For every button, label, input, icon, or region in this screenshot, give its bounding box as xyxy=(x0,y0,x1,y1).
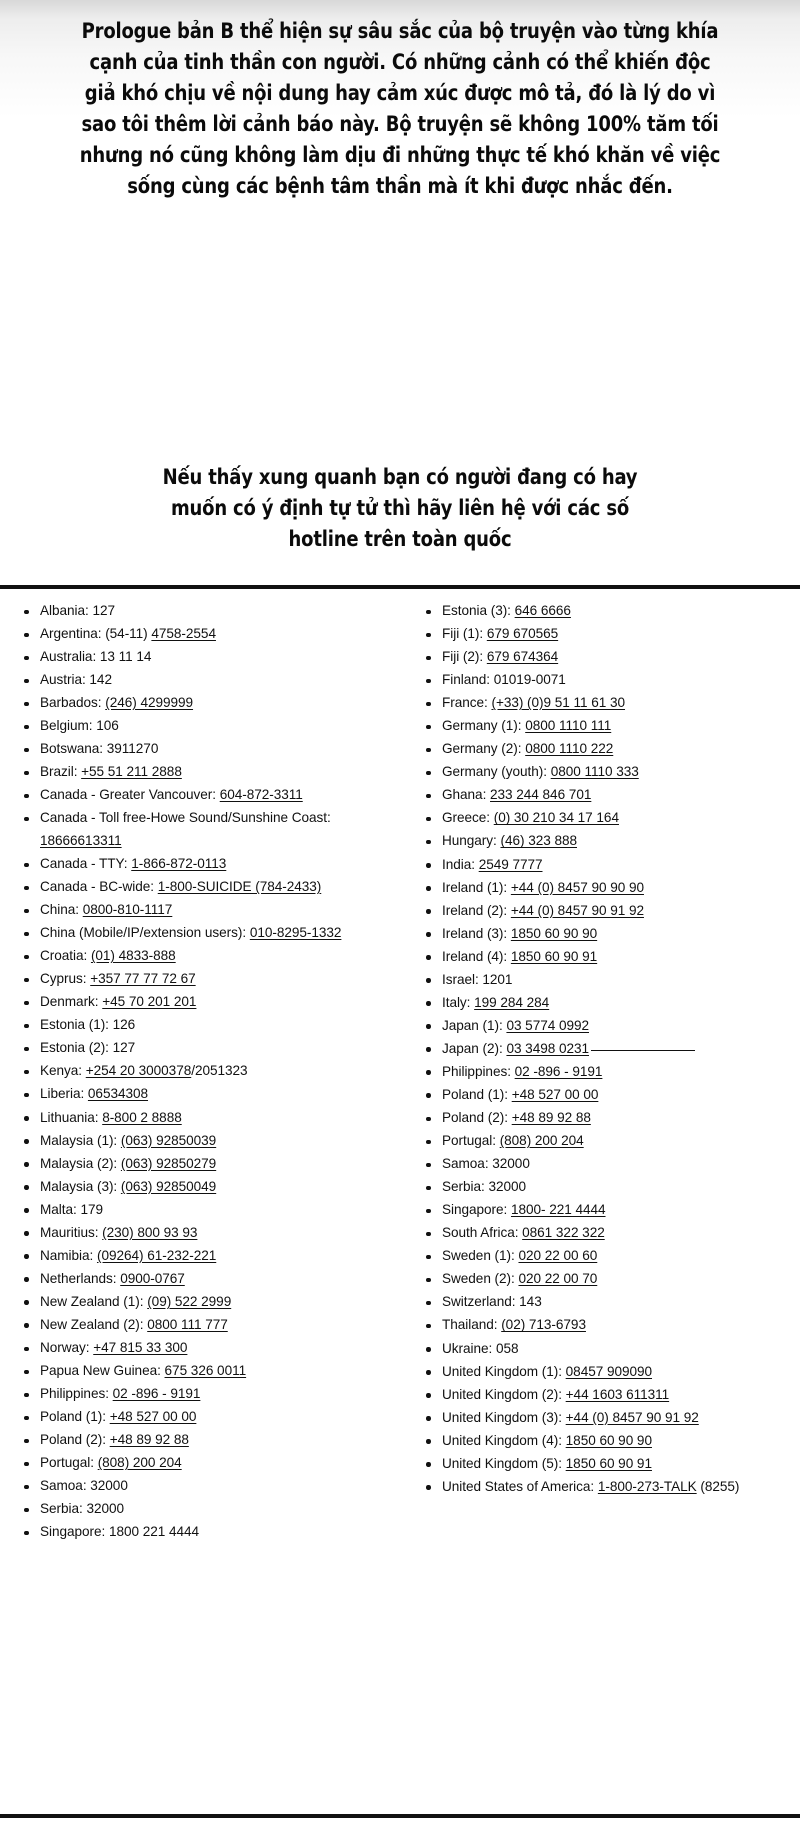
hotline-number[interactable]: +44 (0) 8457 90 90 90 xyxy=(510,879,644,895)
hotline-list-item xyxy=(420,1314,790,1337)
hotline-number[interactable]: 020 22 00 70 xyxy=(518,1271,598,1287)
hotline-number: 32000 xyxy=(492,1156,530,1172)
hotline-number[interactable]: +48 89 92 88 xyxy=(511,1110,591,1126)
hotline-list-item xyxy=(18,669,388,692)
hotline-number[interactable]: 199 284 284 xyxy=(474,994,550,1010)
hotline-number: 3911270 xyxy=(106,741,159,757)
hotline-list-item xyxy=(420,877,790,900)
hotline-list-item xyxy=(18,807,388,852)
hotline-country-label: Poland (1): xyxy=(40,1409,110,1425)
hotline-country-label: Portugal: xyxy=(40,1455,98,1471)
hotline-country-label: Germany (youth): xyxy=(442,764,551,780)
hotline-number[interactable]: (063) 92850049 xyxy=(120,1178,217,1194)
hotline-number[interactable]: 1-866-872-0113 xyxy=(131,856,227,872)
hotline-list-item xyxy=(18,600,388,623)
hotline-number[interactable]: 06534308 xyxy=(87,1086,149,1102)
hotline-number[interactable]: +44 (0) 8457 90 91 92 xyxy=(565,1409,699,1425)
hotline-list-item xyxy=(420,1476,790,1499)
hotline-number: 1201 xyxy=(482,971,513,987)
hotline-country-label: Ukraine: xyxy=(442,1340,496,1356)
hotline-number[interactable]: +254 20 3000378 xyxy=(85,1063,192,1079)
intro-warning-text: Prologue bản B thể hiện sự sâu sắc của bộ truyện vào từng khía cạnh của tinh thần con người. Có những cảnh có thể khiến độc giả khó chịu về nội dung hay cảm xúc được mô tả, đó là lý do vì sao tôi thêm lời cảnh báo này. Bộ truyện sẽ không 100% tăm tối nhưng nó cũng không làm dịu đi những thực tế khó khăn về việc sống cùng các bệnh tâm thần mà ít khi được nhắc đến. xyxy=(79,19,721,199)
hotline-number[interactable]: 2549 7777 xyxy=(478,856,543,872)
hotline-country-label: Japan (2): xyxy=(442,1040,507,1056)
hotline-number[interactable]: 18666613311 xyxy=(40,832,122,848)
hotline-list-item xyxy=(420,600,790,623)
hotline-list-item xyxy=(18,1360,388,1383)
hotline-country-label: Austria: xyxy=(40,672,90,688)
hotline-country-label: Cyprus: xyxy=(40,971,91,987)
hotline-number[interactable]: +48 527 00 00 xyxy=(511,1086,599,1102)
hotline-number: 058 xyxy=(495,1340,519,1356)
hotline-list-item xyxy=(420,1407,790,1430)
hotline-number[interactable]: (808) 200 204 xyxy=(97,1455,182,1471)
hotline-heading-block xyxy=(0,462,800,555)
hotline-list-item xyxy=(18,784,388,807)
hotline-list-item xyxy=(18,761,388,784)
hotline-number[interactable]: 675 326 0011 xyxy=(164,1363,247,1379)
hotline-number: 1800 221 4444 xyxy=(108,1524,200,1540)
hotline-country-label: Hungary: xyxy=(442,833,501,849)
hotline-country-label: Estonia (2): xyxy=(40,1040,113,1056)
hotline-list-item xyxy=(420,1130,790,1153)
hotline-list-item xyxy=(420,1338,790,1361)
hotline-list-item xyxy=(18,692,388,715)
hotline-list-item xyxy=(18,623,388,646)
hotline-number[interactable]: 0861 322 322 xyxy=(522,1225,605,1241)
hotline-list-item xyxy=(420,1176,790,1199)
hotline-country-label: Mauritius: xyxy=(40,1224,103,1240)
hotline-country-label: Liberia: xyxy=(40,1086,88,1102)
hotline-number[interactable]: 679 670565 xyxy=(486,626,559,642)
hotline-number[interactable]: (230) 800 93 93 xyxy=(102,1224,198,1240)
hotline-list-item xyxy=(18,1176,388,1199)
hotline-country-label: Estonia (1): xyxy=(40,1017,113,1033)
hotline-list-item xyxy=(420,692,790,715)
hotline-list-item xyxy=(420,623,790,646)
hotline-list-item xyxy=(18,1429,388,1452)
hotline-number[interactable]: 679 674364 xyxy=(486,649,559,665)
hotline-country-label: Malaysia (1): xyxy=(40,1132,121,1148)
hotline-list-item xyxy=(18,991,388,1014)
hotline-country-label: Ghana: xyxy=(442,787,491,803)
hotline-country-label: Ireland (2): xyxy=(442,902,511,918)
divider-top xyxy=(0,585,800,589)
hotline-number[interactable]: +44 (0) 8457 90 91 92 xyxy=(510,902,644,918)
hotline-number[interactable]: +45 70 201 201 xyxy=(102,994,197,1010)
hotline-column-right xyxy=(400,592,800,1499)
hotline-country-label: Singapore: xyxy=(442,1202,511,1218)
hotline-country-label: United Kingdom (1): xyxy=(442,1363,566,1379)
hotline-country-label: Italy: xyxy=(442,994,475,1010)
hotline-number[interactable]: (808) 200 204 xyxy=(499,1133,584,1149)
hotline-number[interactable]: 0800 111 777 xyxy=(147,1316,228,1332)
hotline-list-item xyxy=(420,1107,790,1130)
hotline-list-item xyxy=(420,784,790,807)
hotline-country-label: Barbados: xyxy=(40,695,106,711)
hotline-country-label: Papua New Guinea: xyxy=(40,1363,165,1379)
hotline-country-label: Ireland (4): xyxy=(442,948,511,964)
hotline-list-item xyxy=(18,853,388,876)
hotline-number[interactable]: 0800 1110 333 xyxy=(550,764,639,780)
hotline-number[interactable]: 02 -896 - 9191 xyxy=(112,1386,201,1402)
hotline-column-left xyxy=(0,592,400,1544)
hotline-list-item xyxy=(18,1245,388,1268)
hotline-number-suffix: /2051323 xyxy=(191,1063,248,1079)
hotline-country-label: Israel: xyxy=(442,971,483,987)
hotline-number[interactable]: (063) 92850039 xyxy=(120,1132,217,1148)
hotline-number[interactable]: (246) 4299999 xyxy=(105,695,194,711)
hotline-country-label: Estonia (3): xyxy=(442,603,515,618)
hotline-country-label: Poland (2): xyxy=(442,1110,512,1126)
hotline-list-item xyxy=(18,1475,388,1498)
hotline-list-item xyxy=(18,1014,388,1037)
hotline-country-label: Sweden (1): xyxy=(442,1248,519,1264)
hotline-list-item xyxy=(420,1245,790,1268)
hotline-number: 13 11 14 xyxy=(99,649,152,665)
hotline-country-label: Singapore: xyxy=(40,1524,109,1540)
hotline-list-item xyxy=(18,1107,388,1130)
divider-bottom xyxy=(0,1814,800,1818)
hotline-country-label: Germany (2): xyxy=(442,741,526,757)
hotline-list-item xyxy=(420,1453,790,1476)
hotline-number[interactable]: 1-800-273-TALK xyxy=(597,1478,697,1494)
hotline-number: 32000 xyxy=(90,1478,128,1494)
hotline-number[interactable]: (09) 522 2999 xyxy=(147,1293,232,1309)
hotline-list-item xyxy=(18,1083,388,1106)
hotline-list-item xyxy=(18,1060,388,1083)
hotline-country-label: Poland (2): xyxy=(40,1432,110,1448)
hotline-list-item xyxy=(420,1430,790,1453)
hotline-number[interactable]: 0800-810-1117 xyxy=(82,902,173,918)
hotline-country-label: United Kingdom (3): xyxy=(442,1409,566,1425)
hotline-country-label: United Kingdom (5): xyxy=(442,1455,566,1471)
hotline-number[interactable]: 1850 60 90 91 xyxy=(510,948,598,964)
trailing-underline-rule xyxy=(591,1050,695,1051)
hotline-number[interactable]: 4758-2554 xyxy=(151,626,216,642)
hotline-number[interactable]: +48 89 92 88 xyxy=(109,1432,189,1448)
hotline-number[interactable]: 03 5774 0992 xyxy=(506,1017,589,1033)
hotline-number: 126 xyxy=(112,1017,136,1033)
hotline-number[interactable]: (063) 92850279 xyxy=(120,1155,217,1171)
hotline-country-label: Japan (1): xyxy=(442,1017,507,1033)
hotline-list-item xyxy=(18,1452,388,1475)
hotline-country-label: Norway: xyxy=(40,1340,94,1355)
hotline-number[interactable]: 02 -896 - 9191 xyxy=(514,1063,603,1079)
hotline-country-label: United Kingdom (2): xyxy=(442,1386,566,1402)
hotline-number[interactable]: 010-8295-1332 xyxy=(249,925,342,941)
hotline-country-label: Thailand: xyxy=(442,1317,502,1333)
hotline-number[interactable]: (09264) 61-232-221 xyxy=(96,1247,217,1263)
hotline-list-item xyxy=(18,1153,388,1176)
hotline-heading-text: Nếu thấy xung quanh bạn có người đang có hay muốn có ý định tự tử thì hãy liên hệ với các số hotline trên toàn quốc xyxy=(162,465,638,552)
hotline-list-item xyxy=(18,1268,388,1291)
hotline-list-item xyxy=(420,715,790,738)
hotline-list-item xyxy=(420,807,790,830)
hotline-list-item xyxy=(18,1291,388,1314)
hotline-number[interactable]: 8-800 2 8888 xyxy=(102,1109,182,1125)
hotline-list-item xyxy=(420,738,790,761)
hotline-list-item xyxy=(420,1061,790,1084)
hotline-list-item xyxy=(18,1406,388,1429)
hotline-number[interactable]: 1800- 221 4444 xyxy=(510,1202,606,1218)
hotline-country-label: India: xyxy=(442,856,479,872)
hotline-country-label: Netherlands: xyxy=(40,1270,121,1286)
hotline-list-item xyxy=(420,1015,790,1038)
hotline-list-item xyxy=(18,1383,388,1406)
hotline-number: 179 xyxy=(80,1201,103,1217)
hotline-country-label: Sweden (2): xyxy=(442,1271,519,1287)
hotline-list-item xyxy=(18,1498,388,1521)
hotline-list-item xyxy=(420,1268,790,1291)
hotline-list-item xyxy=(420,1291,790,1314)
hotline-list-item xyxy=(18,1521,388,1544)
hotline-lists xyxy=(0,592,800,1812)
hotline-country-label: Brazil: xyxy=(40,764,82,780)
hotline-list-item xyxy=(420,1361,790,1384)
hotline-list-item xyxy=(18,1130,388,1153)
hotline-list-item xyxy=(420,1153,790,1176)
hotline-list-item xyxy=(18,1037,388,1060)
hotline-number[interactable]: +357 77 77 72 67 xyxy=(90,971,196,987)
hotline-country-label: Belgium: xyxy=(40,718,97,734)
hotline-list-item xyxy=(420,923,790,946)
hotline-country-label: Portugal: xyxy=(442,1133,500,1149)
hotline-number[interactable]: +48 527 00 00 xyxy=(109,1409,197,1425)
hotline-list-item xyxy=(420,1384,790,1407)
hotline-country-label: United Kingdom (4): xyxy=(442,1432,566,1448)
hotline-country-label: Albania: xyxy=(40,603,93,618)
hotline-list-item xyxy=(420,1038,790,1061)
hotline-country-label: United States of America: xyxy=(442,1478,598,1494)
hotline-list-item xyxy=(420,992,790,1015)
hotline-number[interactable]: 03 3498 0231 xyxy=(506,1040,589,1056)
hotline-list-item xyxy=(18,715,388,738)
hotline-country-label: South Africa: xyxy=(442,1225,523,1241)
hotline-country-label: Canada - Greater Vancouver: xyxy=(40,787,220,803)
hotline-number[interactable]: 0800 1110 222 xyxy=(525,741,614,757)
hotline-number[interactable]: (46) 323 888 xyxy=(500,833,577,849)
hotline-number[interactable]: 08457 909090 xyxy=(565,1363,653,1379)
hotline-list-item xyxy=(18,945,388,968)
hotline-country-label: Australia: xyxy=(40,649,100,665)
hotline-country-label: Samoa: xyxy=(40,1478,91,1494)
hotline-list-item xyxy=(420,761,790,784)
hotline-number: 32000 xyxy=(86,1501,125,1517)
hotline-list-item xyxy=(420,830,790,853)
hotline-country-label: Ireland (3): xyxy=(442,925,511,941)
hotline-number: 142 xyxy=(89,672,112,688)
hotline-number[interactable]: 1850 60 90 91 xyxy=(565,1455,652,1471)
hotline-country-label: Argentina: (54-11) xyxy=(40,626,152,642)
hotline-number: 32000 xyxy=(488,1179,527,1195)
hotline-country-label: Denmark: xyxy=(40,994,103,1010)
hotline-number[interactable]: 604-872-3311 xyxy=(219,787,303,803)
hotline-list-item xyxy=(18,968,388,991)
hotline-country-label: China: xyxy=(40,902,83,918)
hotline-number[interactable]: 1-800-SUICIDE (784-2433) xyxy=(157,879,322,895)
hotline-country-label: Switzerland: xyxy=(442,1294,520,1310)
hotline-number[interactable]: 0900-0767 xyxy=(120,1270,185,1286)
hotline-country-label: Finland: xyxy=(442,672,494,688)
hotline-country-label: Malaysia (3): xyxy=(40,1178,121,1194)
intro-warning-panel xyxy=(0,0,800,455)
hotline-country-label: Philippines: xyxy=(442,1063,515,1079)
hotline-number: 143 xyxy=(519,1294,542,1310)
hotline-list-item xyxy=(18,922,388,945)
hotline-country-label: Canada - Toll free-Howe Sound/Sunshine Coast: xyxy=(40,810,331,826)
hotline-country-label: New Zealand (2): xyxy=(40,1316,148,1332)
hotline-number: 01019-0071 xyxy=(493,672,566,688)
hotline-number[interactable]: +47 815 33 300 xyxy=(93,1340,188,1355)
hotline-country-label: Fiji (2): xyxy=(442,649,487,665)
hotline-country-label: New Zealand (1): xyxy=(40,1293,148,1309)
hotline-list-item xyxy=(18,1199,388,1222)
hotline-number[interactable]: +55 51 211 2888 xyxy=(81,764,182,780)
hotline-list-item xyxy=(420,1222,790,1245)
hotline-number[interactable]: 1850 60 90 90 xyxy=(510,925,598,941)
hotline-list-item xyxy=(420,969,790,992)
hotline-country-label: Lithuania: xyxy=(40,1109,103,1125)
hotline-list-item xyxy=(420,900,790,923)
hotline-list-left xyxy=(18,600,388,1544)
hotline-number[interactable]: 1850 60 90 90 xyxy=(565,1432,652,1448)
hotline-country-label: Serbia: xyxy=(40,1501,87,1517)
hotline-country-label: Philippines: xyxy=(40,1386,113,1402)
hotline-list-item xyxy=(18,738,388,761)
hotline-list-item xyxy=(420,1084,790,1107)
hotline-country-label: Greece: xyxy=(442,810,494,826)
hotline-country-label: China (Mobile/IP/extension users): xyxy=(40,925,250,941)
hotline-country-label: Croatia: xyxy=(40,948,91,964)
hotline-country-label: Samoa: xyxy=(442,1156,493,1172)
hotline-list-right xyxy=(420,600,790,1498)
hotline-country-label: Kenya: xyxy=(40,1063,86,1079)
hotline-list-item xyxy=(420,669,790,692)
hotline-number[interactable]: (02) 713-6793 xyxy=(501,1317,586,1333)
hotline-number[interactable]: (+33) (0)9 51 11 61 30 xyxy=(491,695,626,711)
hotline-country-label: Malaysia (2): xyxy=(40,1155,121,1171)
hotline-country-label: Serbia: xyxy=(442,1179,489,1195)
hotline-list-item xyxy=(18,1337,388,1360)
hotline-number: 127 xyxy=(92,603,115,618)
hotline-country-label: Poland (1): xyxy=(442,1086,512,1102)
hotline-list-item xyxy=(420,946,790,969)
hotline-country-label: Ireland (1): xyxy=(442,879,511,895)
hotline-number[interactable]: +44 1603 611311 xyxy=(565,1386,670,1402)
hotline-list-item xyxy=(18,876,388,899)
hotline-country-label: Namibia: xyxy=(40,1247,97,1263)
hotline-number[interactable]: 233 244 846 701 xyxy=(490,787,592,803)
hotline-list-item xyxy=(420,646,790,669)
hotline-number[interactable]: (0) 30 210 34 17 164 xyxy=(493,810,619,826)
hotline-number[interactable]: 020 22 00 60 xyxy=(518,1248,598,1264)
hotline-list-item xyxy=(420,854,790,877)
hotline-number-suffix: (8255) xyxy=(696,1478,740,1494)
hotline-number[interactable]: 0800 1110 111 xyxy=(525,718,612,734)
hotline-country-label: Canada - BC-wide: xyxy=(40,879,158,895)
hotline-list-item xyxy=(18,1314,388,1337)
hotline-number[interactable]: (01) 4833-888 xyxy=(90,948,176,964)
hotline-country-label: Canada - TTY: xyxy=(40,856,132,872)
hotline-country-label: Malta: xyxy=(40,1201,81,1217)
hotline-list-item xyxy=(18,1222,388,1245)
hotline-number[interactable]: 646 6666 xyxy=(514,603,571,618)
hotline-number: 127 xyxy=(112,1040,136,1056)
hotline-country-label: Germany (1): xyxy=(442,718,526,734)
hotline-number: 106 xyxy=(96,718,119,734)
hotline-country-label: Fiji (1): xyxy=(442,626,487,642)
hotline-list-item xyxy=(18,646,388,669)
hotline-list-item xyxy=(18,899,388,922)
hotline-country-label: France: xyxy=(442,695,492,711)
hotline-country-label: Botswana: xyxy=(40,741,107,757)
hotline-list-item xyxy=(420,1199,790,1222)
